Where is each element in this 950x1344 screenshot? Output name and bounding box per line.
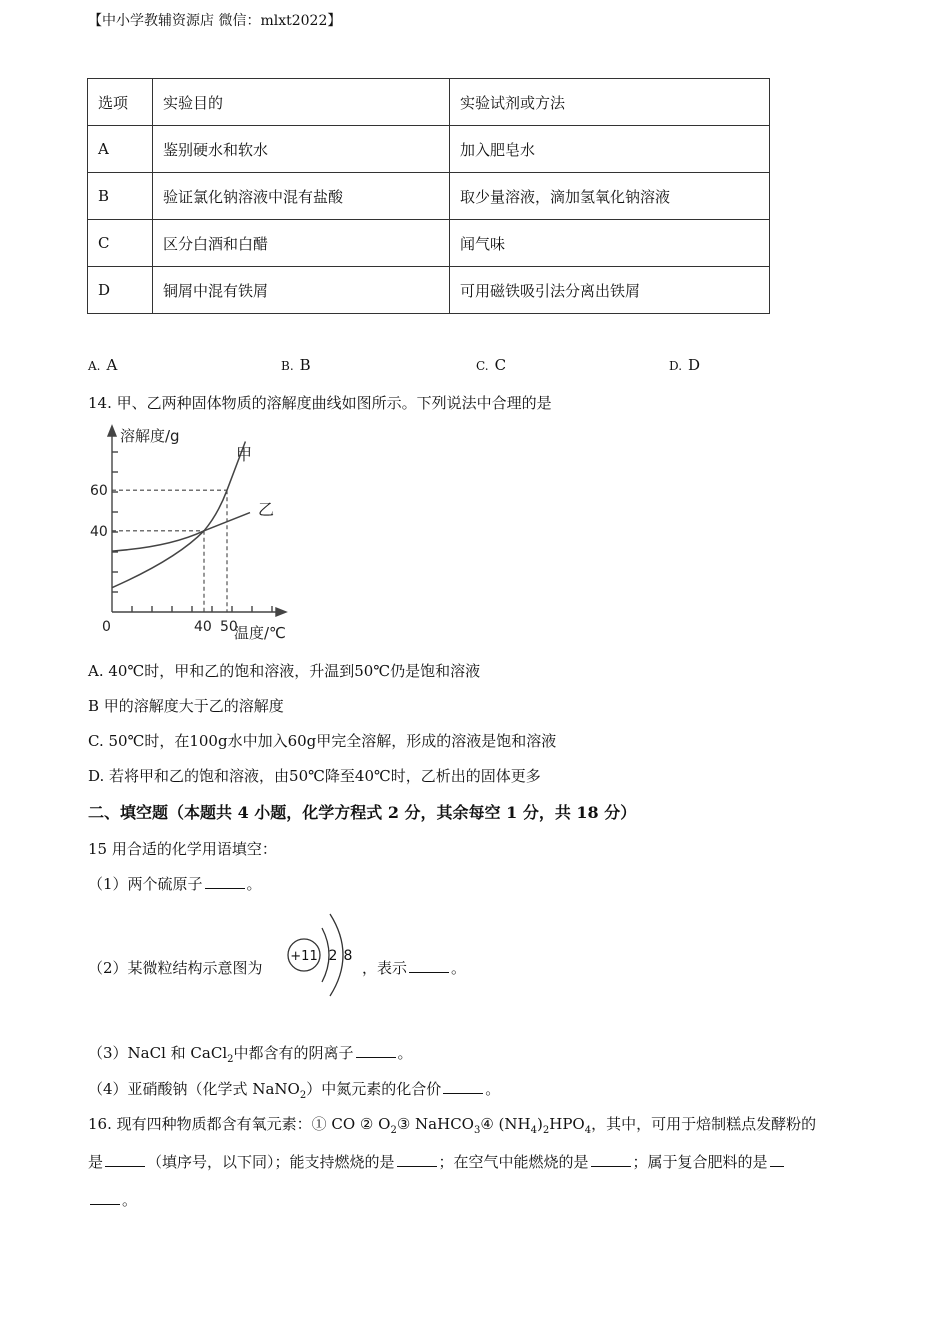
answer-blank[interactable] — [409, 958, 449, 973]
table-cell: C — [88, 220, 153, 267]
y-axis-arrow — [108, 426, 116, 436]
table-cell: 区分白酒和白醋 — [153, 220, 450, 267]
x-axis-label: 温度/℃ — [234, 624, 286, 642]
table-cell: 验证氯化钠溶液中混有盐酸 — [153, 173, 450, 220]
q16-line-2: 是 （填序号，以下同）；能支持燃烧的是 ；在空气中能燃烧的是 ；属于复合肥料的是 — [88, 1151, 786, 1172]
table-row — [88, 267, 770, 314]
table-header-cell: 实验目的 — [153, 79, 450, 126]
q15-part-2: （2）某微粒结构示意图为 — [88, 959, 263, 977]
table-header-cell: 实验试剂或方法 — [450, 79, 770, 126]
answer-blank[interactable] — [90, 1190, 120, 1205]
choice-a: A. A — [88, 356, 118, 374]
answer-blank[interactable] — [770, 1152, 784, 1167]
q15-stem: 15 用合适的化学用语填空： — [88, 840, 277, 858]
table-header-row — [88, 79, 770, 126]
q14-stem: 14. 甲、乙两种固体物质的溶解度曲线如图所示。下列说法中合理的是 — [88, 394, 552, 412]
table-cell: 鉴别硬水和软水 — [153, 126, 450, 173]
q16-line-3: 。 — [88, 1189, 137, 1210]
q14-option-b: B 甲的溶解度大于乙的溶解度 — [88, 697, 284, 715]
choice-c: C. C — [476, 356, 507, 374]
answer-blank[interactable] — [356, 1043, 396, 1058]
q16-line-1: 16. 现有四种物质都含有氧元素：① CO ② $O_2③$ NaHCO$_3$④ $(NH_4)_2HPO_4$，其中，可用于焙制糕点发酵粉的 — [88, 1115, 817, 1136]
table-cell: D — [88, 267, 153, 314]
table-header-cell: 选项 — [88, 79, 153, 126]
series-label-jia: 甲 — [236, 445, 253, 464]
atom-structure-diagram — [284, 910, 364, 1000]
answer-blank[interactable] — [591, 1152, 631, 1167]
table-cell: 取少量溶液，滴加氢氧化钠溶液 — [450, 173, 770, 220]
table-row — [88, 220, 770, 267]
table-cell: A — [88, 126, 153, 173]
solubility-chart — [86, 420, 306, 645]
series-label-yi: 乙 — [258, 500, 275, 519]
x-tick-label: 40 — [194, 619, 212, 635]
electron-shell-1: 2 — [328, 948, 338, 964]
table-cell: 加入肥皂水 — [450, 126, 770, 173]
q15-part-3: （3）NaCl 和 CaCl$_2$中都含有的阴离子 。 — [88, 1044, 413, 1065]
q15-part-2-tail: ，表示 。 — [362, 959, 467, 977]
curve-jia — [112, 441, 245, 587]
page-header: 【中小学教辅资源店 微信：mlxt2022】 — [88, 13, 342, 29]
section-title: 二、填空题（本题共 4 小题，化学方程式 2 分，其余每空 1 分，共 18 分） — [88, 803, 637, 822]
table-row — [88, 126, 770, 173]
answer-blank[interactable] — [397, 1152, 437, 1167]
x-axis-arrow — [276, 608, 286, 616]
x-tick-label: 0 — [102, 619, 111, 635]
table-row — [88, 173, 770, 220]
answer-blank[interactable] — [205, 874, 245, 889]
q14-option-c: C. 50℃时，在100g水中加入60g甲完全溶解，形成的溶液是饱和溶液 — [88, 732, 557, 750]
choice-b: B. B — [281, 356, 311, 374]
x-tick-label: 50 — [220, 619, 238, 635]
options-table — [87, 78, 770, 314]
table-cell: 闻气味 — [450, 220, 770, 267]
q14-option-d: D. 若将甲和乙的饱和溶液，由50℃降至40℃时，乙析出的固体更多 — [88, 767, 541, 785]
y-tick-label: 60 — [90, 483, 108, 500]
choice-d: D. D — [669, 356, 701, 374]
q15-part-4: （4）亚硝酸钠（化学式 NaNO$_2$）中氮元素的化合价 。 — [88, 1080, 501, 1101]
electron-shell-2: 8 — [343, 948, 353, 964]
y-axis-label: 溶解度/g — [120, 427, 180, 445]
q14-option-a: A. 40℃时，甲和乙的饱和溶液，升温到50℃仍是饱和溶液 — [88, 662, 481, 680]
table-cell: B — [88, 173, 153, 220]
answer-blank[interactable] — [443, 1079, 483, 1094]
q15-part-1: （1）两个硫原子 。 — [88, 875, 262, 893]
table-cell: 可用磁铁吸引法分离出铁屑 — [450, 267, 770, 314]
answer-blank[interactable] — [105, 1152, 145, 1167]
curve-yi — [112, 513, 250, 552]
nucleus-label: +11 — [290, 949, 318, 964]
y-tick-label: 40 — [90, 523, 108, 540]
table-cell: 铜屑中混有铁屑 — [153, 267, 450, 314]
